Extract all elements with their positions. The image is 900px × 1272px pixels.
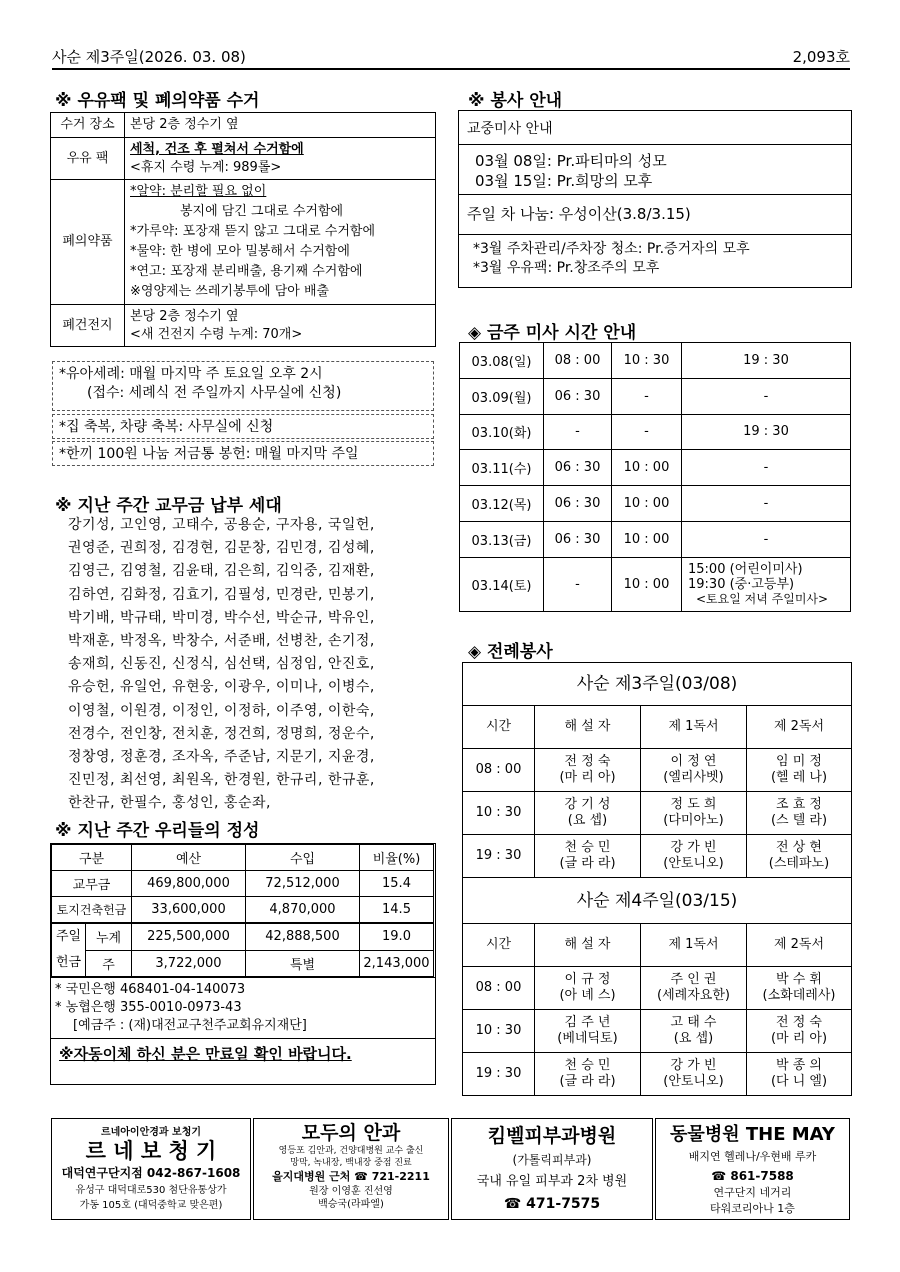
schedule-table [459, 342, 851, 612]
sat-day: 03.14(토) [460, 557, 544, 611]
ad2-a: 모두의 안과 [301, 1122, 401, 1144]
l2-h3: 제 2독서 [747, 924, 852, 967]
liturgy-person [641, 967, 747, 1010]
collect-table [50, 112, 436, 347]
collect-place-val: 본당 2층 정수기 옆 [125, 113, 436, 138]
person-name: 전 정 숙 [564, 754, 611, 769]
ad2-b: 영등포 김안과, 건양대병원 교수 출신 [278, 1146, 424, 1156]
duty-1: *3월 주차관리/주차장 청소: Pr.증거자의 모후 [473, 241, 750, 257]
person-baptismal-name: (엘리사벳) [663, 770, 724, 785]
fin-r0-3: 15.4 [360, 871, 434, 897]
ad1-c: 대덕연구단지점 042-867-1608 [61, 1166, 241, 1180]
liturgy-person [535, 1010, 641, 1053]
liturgy-person [747, 1053, 852, 1096]
liturgy-time: 19 : 30 [463, 835, 535, 878]
person-baptismal-name: (글 라 라) [559, 856, 616, 871]
schedule-cell: - [544, 414, 612, 450]
schedule-cell: 03.08(일) [460, 343, 544, 379]
dues-line: 한찬규, 한필수, 홍성인, 홍순좌, [68, 795, 271, 812]
ad1-b: 르 네 보 청 기 [85, 1139, 217, 1163]
liturgy-person [535, 967, 641, 1010]
person-name: 조 효 정 [776, 797, 822, 812]
schedule-cell: - [612, 414, 682, 450]
schedule-cell: 19 : 30 [682, 414, 851, 450]
dues-line: 김영근, 김영철, 김윤태, 김은희, 김익중, 김재환, [68, 563, 375, 580]
collect-place-key: 수거 장소 [51, 113, 125, 138]
schedule-title: ◈ 금주 미사 시간 안내 [468, 323, 637, 343]
ad3-b: (가톨릭피부과) [512, 1153, 592, 1167]
person-name: 임 미 정 [776, 754, 822, 769]
sat-c3: <토요일 저녁 주일미사> [696, 591, 829, 606]
sunday-label-b: 헌금 [55, 955, 82, 970]
liturgy-person [535, 1053, 641, 1096]
duty-2: *3월 우유팩: Pr.창조주의 모후 [473, 260, 660, 276]
dues-line: 유승헌, 유일언, 유현웅, 이광우, 이미나, 이병수, [68, 679, 375, 696]
l2-h1: 해 설 자 [535, 924, 641, 967]
ad2-d: 을지대병원 근처 ☎ 721-2211 [272, 1170, 430, 1183]
person-baptismal-name: (다미아노) [663, 813, 724, 828]
schedule-cell: 10 : 00 [612, 486, 682, 522]
fin-r0-0: 교무금 [52, 871, 132, 897]
liturgy-person [641, 749, 747, 792]
service-box [458, 110, 852, 288]
schedule-cell: - [682, 486, 851, 522]
fin-head-0: 구분 [52, 845, 132, 871]
bank-holder: [예금주 : (재)대전교구천주교회유지재단] [73, 1018, 307, 1033]
person-name: 전 정 숙 [776, 1015, 822, 1030]
liturgy-title: ◈ 전례봉사 [468, 642, 553, 662]
schedule-cell: 06 : 30 [544, 450, 612, 486]
liturgy-person [747, 792, 852, 835]
collect-title: ※ 우유팩 및 폐의약품 수거 [55, 91, 260, 111]
medicine-line-3: *가루약: 포장재 뜯지 않고 그대로 수거함에 [130, 224, 376, 239]
person-name: 이 정 연 [670, 754, 717, 769]
autopay-note: ※자동이체 하신 분은 만료일 확인 바랍니다. [51, 1038, 435, 1068]
baptism-line-2: (접수: 세례식 전 주일까지 사무실에 신청) [87, 385, 342, 401]
fin-week-1: 3,722,000 [132, 950, 246, 977]
ad3-c: 국내 유일 피부과 2차 병원 [476, 1174, 628, 1189]
ad3-d: ☎ 471-7575 [503, 1196, 601, 1212]
person-baptismal-name: (요 셉) [673, 1031, 714, 1046]
person-baptismal-name: (세례자요한) [657, 988, 730, 1003]
service-title: ※ 봉사 안내 [468, 91, 563, 111]
liturgy-person [747, 967, 852, 1010]
milk-key: 우유 팩 [51, 138, 125, 180]
person-name: 이 규 정 [564, 972, 611, 987]
schedule-cell: - [612, 378, 682, 414]
person-name: 전 상 현 [776, 840, 822, 855]
liturgy-person [535, 835, 641, 878]
liturgy-person [641, 1053, 747, 1096]
battery-line-2: <새 건전지 수령 누계: 70개> [130, 326, 303, 342]
ad4-a: 동물병원 THE MAY [670, 1124, 835, 1145]
fin-week-0: 주 [86, 950, 132, 977]
ad-animal-hospital [655, 1118, 850, 1220]
sat-a: - [544, 557, 612, 611]
sat-c1: 15:00 (어린이미사) [688, 561, 803, 577]
schedule-cell: - [682, 378, 851, 414]
l2-h0: 시간 [463, 924, 535, 967]
liturgy-person [747, 749, 852, 792]
person-baptismal-name: (소화데레사) [762, 988, 836, 1003]
person-name: 정 도 희 [670, 797, 717, 812]
dues-line: 권영준, 권희정, 김경현, 김문창, 김민경, 김성혜, [68, 540, 375, 557]
person-name: 주 인 권 [670, 972, 717, 987]
schedule-cell: 03.10(화) [460, 414, 544, 450]
fin-cum-1: 225,500,000 [132, 924, 246, 951]
l1-h2: 제 1독서 [641, 706, 747, 749]
fin-head-1: 예산 [132, 845, 246, 871]
fin-head-3: 비율(%) [360, 845, 434, 871]
liturgy-time: 10 : 30 [463, 792, 535, 835]
liturgy-time: 19 : 30 [463, 1053, 535, 1096]
week1-title: 사순 제3주일(03/08) [463, 663, 852, 706]
schedule-cell: 19 : 30 [682, 343, 851, 379]
person-name: 박 수 휘 [776, 972, 822, 987]
schedule-cell: 03.12(목) [460, 486, 544, 522]
mass-duty-1: 03월 08일: Pr.파티마의 성모 [475, 152, 667, 170]
schedule-cell: 06 : 30 [544, 486, 612, 522]
l1-h0: 시간 [463, 706, 535, 749]
liturgy-person [535, 792, 641, 835]
person-baptismal-name: (헬 레 나) [770, 770, 828, 785]
sunday-label-a: 주일 [55, 929, 82, 944]
ad3-a: 킴벨피부과병원 [487, 1125, 617, 1147]
dues-line: 이영철, 이원경, 이정인, 이정하, 이주영, 이한숙, [68, 702, 375, 719]
liturgy-person [641, 792, 747, 835]
fin-r1-0: 토지건축헌금 [52, 897, 132, 923]
schedule-cell: - [682, 521, 851, 557]
ad1-d: 유성구 대덕대로530 첨단유통상가 [75, 1185, 227, 1196]
fin-head-2: 수입 [246, 845, 360, 871]
ad-hearing-aid [51, 1118, 251, 1220]
person-baptismal-name: (스 텔 라) [770, 813, 828, 828]
page-header [52, 44, 850, 70]
person-baptismal-name: (안토니오) [663, 1074, 724, 1089]
l1-h1: 해 설 자 [535, 706, 641, 749]
ad-dermatology [451, 1118, 653, 1220]
fin-cum-2: 42,888,500 [246, 924, 360, 951]
fin-r0-1: 469,800,000 [132, 871, 246, 897]
medicine-line-1: *알약: 분리할 필요 없이 [130, 184, 267, 199]
schedule-cell: 06 : 30 [544, 521, 612, 557]
person-name: 천 승 민 [564, 840, 611, 855]
l2-h2: 제 1독서 [641, 924, 747, 967]
finance-title: ※ 지난 주간 우리들의 정성 [55, 821, 260, 841]
liturgy-person [641, 1010, 747, 1053]
fin-r0-2: 72,512,000 [246, 871, 360, 897]
dues-line: 송재희, 신동진, 신정식, 심선택, 심정임, 안진호, [68, 656, 375, 673]
liturgy-person [535, 749, 641, 792]
person-name: 천 승 민 [564, 1058, 611, 1073]
ad4-c: ☎ 861-7588 [711, 1169, 794, 1183]
liturgy-person [747, 835, 852, 878]
dues-names [68, 514, 438, 816]
l1-h3: 제 2독서 [747, 706, 852, 749]
person-name: 박 종 의 [776, 1058, 822, 1073]
schedule-cell: 08 : 00 [544, 343, 612, 379]
milk-line-2: <휴지 수령 누계: 989롤> [130, 159, 282, 175]
dues-line: 진민정, 최선영, 최원옥, 한경원, 한규리, 한규훈, [68, 772, 375, 789]
ad2-e: 원장 이영훈 진선영 [309, 1186, 393, 1197]
finance-box [50, 843, 436, 1085]
person-baptismal-name: (안토니오) [663, 856, 724, 871]
fin-r1-2: 4,870,000 [246, 897, 360, 923]
person-name: 강 가 빈 [670, 840, 717, 855]
schedule-cell: 10 : 00 [612, 450, 682, 486]
battery-key: 폐건전지 [51, 305, 125, 347]
sat-b: 10 : 00 [612, 557, 682, 611]
person-name: 강 기 성 [564, 797, 611, 812]
person-name: 고 태 수 [670, 1015, 717, 1030]
schedule-cell: 03.13(금) [460, 521, 544, 557]
liturgy-time: 10 : 30 [463, 1010, 535, 1053]
medicine-line-5: *연고: 포장재 분리배출, 용기째 수거함에 [130, 264, 363, 279]
person-baptismal-name: (글 라 라) [559, 1074, 616, 1089]
schedule-cell: - [682, 450, 851, 486]
dues-line: 박재훈, 박정옥, 박창수, 서준배, 선병찬, 손기정, [68, 633, 375, 650]
schedule-cell: 03.11(수) [460, 450, 544, 486]
car-share: 주일 차 나눔: 우성이산(3.8/3.15) [459, 195, 851, 235]
dues-line: 강기성, 고인영, 고태수, 공용순, 구자용, 국일헌, [68, 517, 375, 533]
ad1-a: 르네아이안경과 보청기 [100, 1127, 202, 1138]
fin-cum-0: 누계 [86, 924, 132, 951]
liturgy-table [462, 662, 852, 1096]
ad4-d: 연구단지 네거리 [713, 1186, 792, 1199]
schedule-cell: 10 : 00 [612, 521, 682, 557]
fin-week-2: 특별 [246, 950, 360, 977]
fin-r1-3: 14.5 [360, 897, 434, 923]
dues-title: ※ 지난 주간 교무금 납부 세대 [55, 496, 282, 516]
schedule-cell: 03.09(월) [460, 378, 544, 414]
schedule-cell: 06 : 30 [544, 378, 612, 414]
medicine-line-2: 봉지에 담긴 그대로 수거함에 [180, 204, 344, 219]
bank-2: * 농협은행 355-0010-0973-43 [55, 1000, 242, 1015]
person-baptismal-name: (요 셉) [567, 813, 608, 828]
fin-cum-3: 19.0 [360, 924, 434, 951]
person-name: 강 가 빈 [670, 1058, 717, 1073]
ad4-b: 배지연 헬레나/우현배 루카 [688, 1150, 817, 1163]
fin-week-3: 2,143,000 [360, 950, 434, 977]
liturgy-person [641, 835, 747, 878]
baptism-line-1: *유아세례: 매월 마지막 주 토요일 오후 2시 [59, 366, 323, 382]
ad1-e: 가동 105호 (대덕중학교 맞은편) [79, 1200, 223, 1211]
schedule-cell: 10 : 30 [612, 343, 682, 379]
ad-eye-clinic [253, 1118, 449, 1220]
medicine-line-4: *물약: 한 병에 모아 밀봉해서 수거함에 [130, 244, 350, 259]
issue-number: 2,093호 [792, 48, 850, 66]
milk-line-1: 세척, 건조 후 펼쳐서 수거함에 [130, 141, 304, 157]
dues-line: 박기배, 박규태, 박미경, 박수선, 박순규, 박유인, [68, 609, 375, 626]
liturgy-person [747, 1010, 852, 1053]
ad2-c: 망막, 녹내장, 백내장 중점 진료 [290, 1158, 412, 1168]
battery-line-1: 본당 2층 정수기 옆 [130, 308, 239, 324]
donation-notice: *한끼 100원 나눔 저금통 봉헌: 매월 마지막 주일 [52, 441, 434, 466]
ad4-e: 타워코리아나 1층 [710, 1202, 795, 1215]
medicine-key: 폐의약품 [51, 180, 125, 305]
liturgy-time: 08 : 00 [463, 749, 535, 792]
service-sub: 교중미사 안내 [459, 111, 851, 145]
person-name: 김 주 년 [564, 1015, 611, 1030]
dues-line: 정창영, 정훈경, 조자옥, 주준남, 지문기, 지윤경, [68, 749, 375, 766]
person-baptismal-name: (아 녜 스) [559, 988, 616, 1003]
medicine-line-6: ※영양제는 쓰레기봉투에 담아 배출 [130, 284, 330, 299]
dues-line: 김하연, 김화정, 김효기, 김필성, 민경란, 민봉기, [68, 586, 375, 603]
liturgy-time: 08 : 00 [463, 967, 535, 1010]
person-baptismal-name: (마 리 아) [559, 770, 616, 785]
week2-title: 사순 제4주일(03/15) [463, 878, 852, 924]
mass-duty-2: 03월 15일: Pr.희망의 모후 [475, 172, 653, 190]
person-baptismal-name: (다 니 엘) [770, 1074, 828, 1089]
ad2-f: 백승국(라파엘) [318, 1199, 384, 1210]
sat-c2: 19:30 (중·고등부) [688, 576, 795, 592]
issue-date: 사순 제3주일(2026. 03. 08) [52, 48, 246, 66]
dues-line: 전경수, 전인창, 전치훈, 정건희, 정명희, 정운수, [68, 725, 375, 742]
bank-1: * 국민은행 468401-04-140073 [55, 982, 246, 997]
blessing-notice: *집 축복, 차량 축복: 사무실에 신청 [52, 414, 434, 439]
person-baptismal-name: (마 리 아) [770, 1031, 828, 1046]
person-baptismal-name: (스테파노) [768, 856, 830, 871]
baptism-notice [52, 361, 434, 411]
fin-r1-1: 33,600,000 [132, 897, 246, 923]
person-baptismal-name: (베네딕토) [557, 1031, 618, 1046]
